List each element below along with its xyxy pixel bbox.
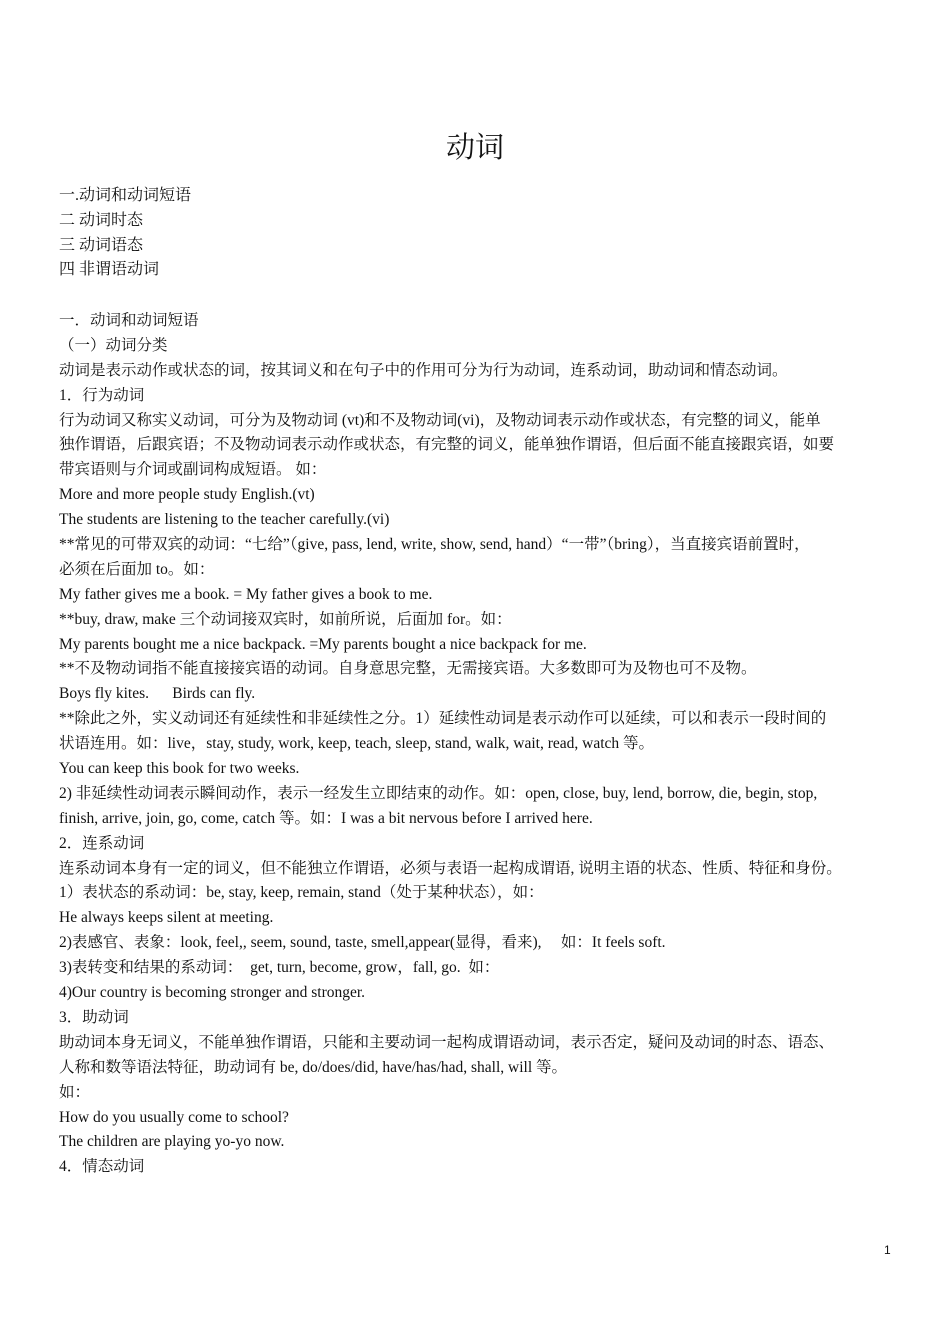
paragraph-line: 助动词本身无词义，不能单独作谓语，只能和主要动词一起构成谓语动词，表示否定，疑问及动词的时态、语态、 (59, 1033, 835, 1051)
note-line: **常见的可带双宾的动词：“七给”（give, pass, lend, write, show, send, hand）“一带”（bring），当直接宾语前置时， (59, 536, 810, 554)
numbered-heading: 3．助动词 (59, 1008, 129, 1026)
example-sentence: More and more people study English.(vt) (59, 486, 315, 504)
paragraph-line: 连系动词本身有一定的词义，但不能独立作谓语，必须与表语一起构成谓语, 说明主语的状态、性质、特征和身份。 (59, 859, 842, 877)
paragraph-line: 1）表状态的系动词：be, stay, keep, remain, stand（处于某种状态），如： (59, 884, 544, 902)
example-sentence: The students are listening to the teacher carefully.(vi) (59, 511, 390, 529)
paragraph-line: 独作谓语，后跟宾语；不及物动词表示动作或状态，有完整的词义，能单独作谓语，但后面不能直接跟宾语，如要 (59, 436, 835, 454)
paragraph-line: 2)表感官、表象：look, feel,, seem, sound, taste, smell,appear(显得，看来), 如：It feels soft. (59, 934, 666, 952)
toc-item: 一.动词和动词短语 (59, 187, 192, 204)
paragraph-line: finish, arrive, join, go, come, catch 等。如：I was a bit nervous before I arrived here. (59, 809, 593, 827)
numbered-heading: 4．情态动词 (59, 1158, 145, 1176)
paragraph-line: 3)表转变和结果的系动词： get, turn, become, grow，fall, go. 如： (59, 959, 500, 977)
example-sentence: My father gives me a book. = My father gives a book to me. (59, 585, 433, 603)
toc-item: 二 动词时态 (59, 211, 144, 229)
example-sentence: 4)Our country is becoming stronger and stronger. (59, 984, 366, 1002)
toc-item: 三 动词语态 (59, 236, 144, 254)
paragraph-line: 人称和数等语法特征，助动词有 be, do/does/did, have/has/had, shall, will 等。 (59, 1058, 568, 1076)
document-body (59, 309, 897, 1180)
example-sentence: My parents bought me a nice backpack. =My parents bought a nice backpack for me. (59, 635, 587, 653)
toc-item: 四 非谓语动词 (59, 261, 160, 279)
paragraph-line: 2) 非延续性动词表示瞬间动作，表示一经发生立即结束的动作。如：open, close, buy, lend, borrow, die, begin, stop, (59, 784, 818, 802)
paragraph-line: 行为动词又称实义动词，可分为及物动词 (vt)和不及物动词(vi)，及物动词表示动作或状态，有完整的词义，能单 (59, 411, 821, 429)
example-sentence: You can keep this book for two weeks. (59, 760, 300, 778)
paragraph-line: 如： (59, 1083, 91, 1101)
note-line: 必须在后面加 to。如： (59, 560, 215, 578)
example-sentence: How do you usually come to school? (59, 1108, 289, 1126)
note-line: **除此之外，实义动词还有延续性和非延续性之分。1）延续性动词是表示动作可以延续，可以和表示一段时间的 (59, 710, 827, 728)
page-number: 1 (884, 1243, 891, 1257)
note-line: **buy, draw, make 三个动词接双宾时，如前所说，后面加 for。如： (59, 610, 512, 628)
subsection-heading: （一）动词分类 (59, 336, 168, 354)
table-of-contents (59, 184, 191, 283)
example-sentence: He always keeps silent at meeting. (59, 909, 274, 927)
example-sentence: The children are playing yo-yo now. (59, 1133, 285, 1151)
example-sentence: Boys fly kites. Birds can fly. (59, 685, 256, 703)
note-line: **不及物动词指不能直接接宾语的动词。自身意思完整，无需接宾语。大多数即可为及物也可不及物。 (59, 660, 757, 678)
numbered-heading: 2．连系动词 (59, 834, 145, 852)
page-title: 动词 (445, 132, 504, 164)
section-heading: 一．动词和动词短语 (59, 312, 199, 329)
paragraph-line: 动词是表示动作或状态的词，按其词义和在句子中的作用可分为行为动词，连系动词，助动词和情态动词。 (59, 361, 788, 379)
numbered-heading: 1．行为动词 (59, 386, 145, 404)
note-line: 状语连用。如：live，stay, study, work, keep, teach, sleep, stand, walk, wait, read, watch 等。 (59, 735, 655, 753)
paragraph-line: 带宾语则与介词或副词构成短语。 如： (59, 461, 327, 479)
